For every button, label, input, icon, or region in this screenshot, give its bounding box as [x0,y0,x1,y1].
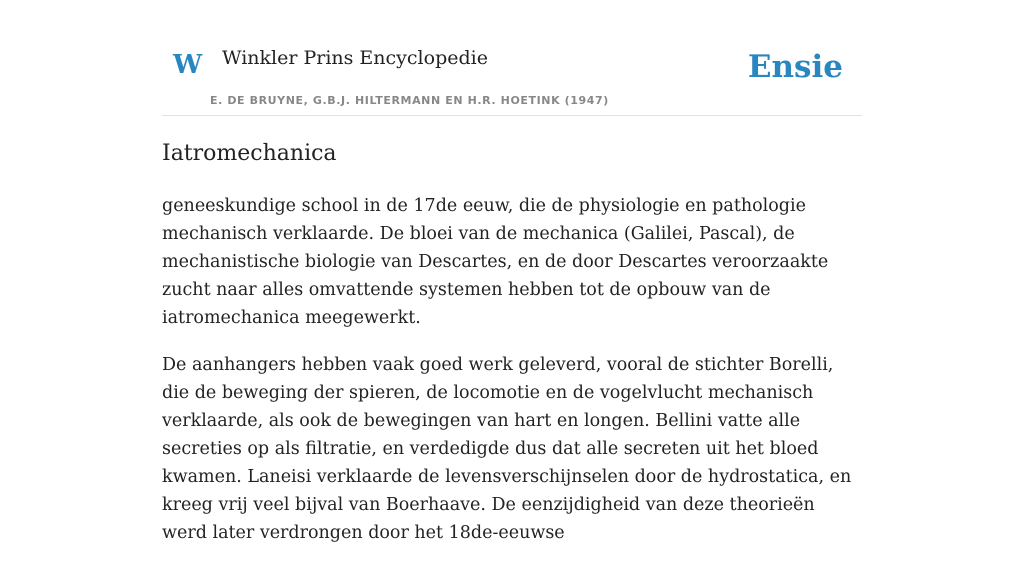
publication-title[interactable]: Winkler Prins Encyclopedie [222,47,488,69]
entry-title: Iatromechanica [162,141,337,166]
winkler-prins-logo[interactable]: W [173,50,203,80]
ensie-brand-logo[interactable]: Ensie [747,49,843,85]
site-header [162,40,862,116]
entry-paragraph: De aanhangers hebben vaak goed werk geleverd, vooral de stichter Borelli, die de beweging der spieren, de locomotie en de vogelvlucht mechanisch verklaarde, als ook de bewegingen van hart en longen. Bellini vatte alle secreties op als filtratie, en verdedigde dus dat alle secreten uit het bloed kwamen. Laneisi verklaarde de levensverschijnselen door de hydrostatica, en kreeg vrij veel bijval van Boerhaave. De eenzijdigheid van deze theorieën werd later verdrongen door het 18de-eeuwse [162,355,852,543]
entry-paragraph: geneeskundige school in de 17de eeuw, die de physiologie en pathologie mechanisch verklaarde. De bloei van de mechanica (Galilei, Pascal), de mechanistische biologie van Descartes, en de door Descartes veroorzaakte zucht naar alles omvattende systemen hebben tot de opbouw van de iatromechanica meegewerkt. [162,196,829,328]
entry-body [162,192,862,566]
publication-authors: E. DE BRUYNE, G.B.J. HILTERMANN EN H.R. HOETINK (1947) [210,94,609,107]
